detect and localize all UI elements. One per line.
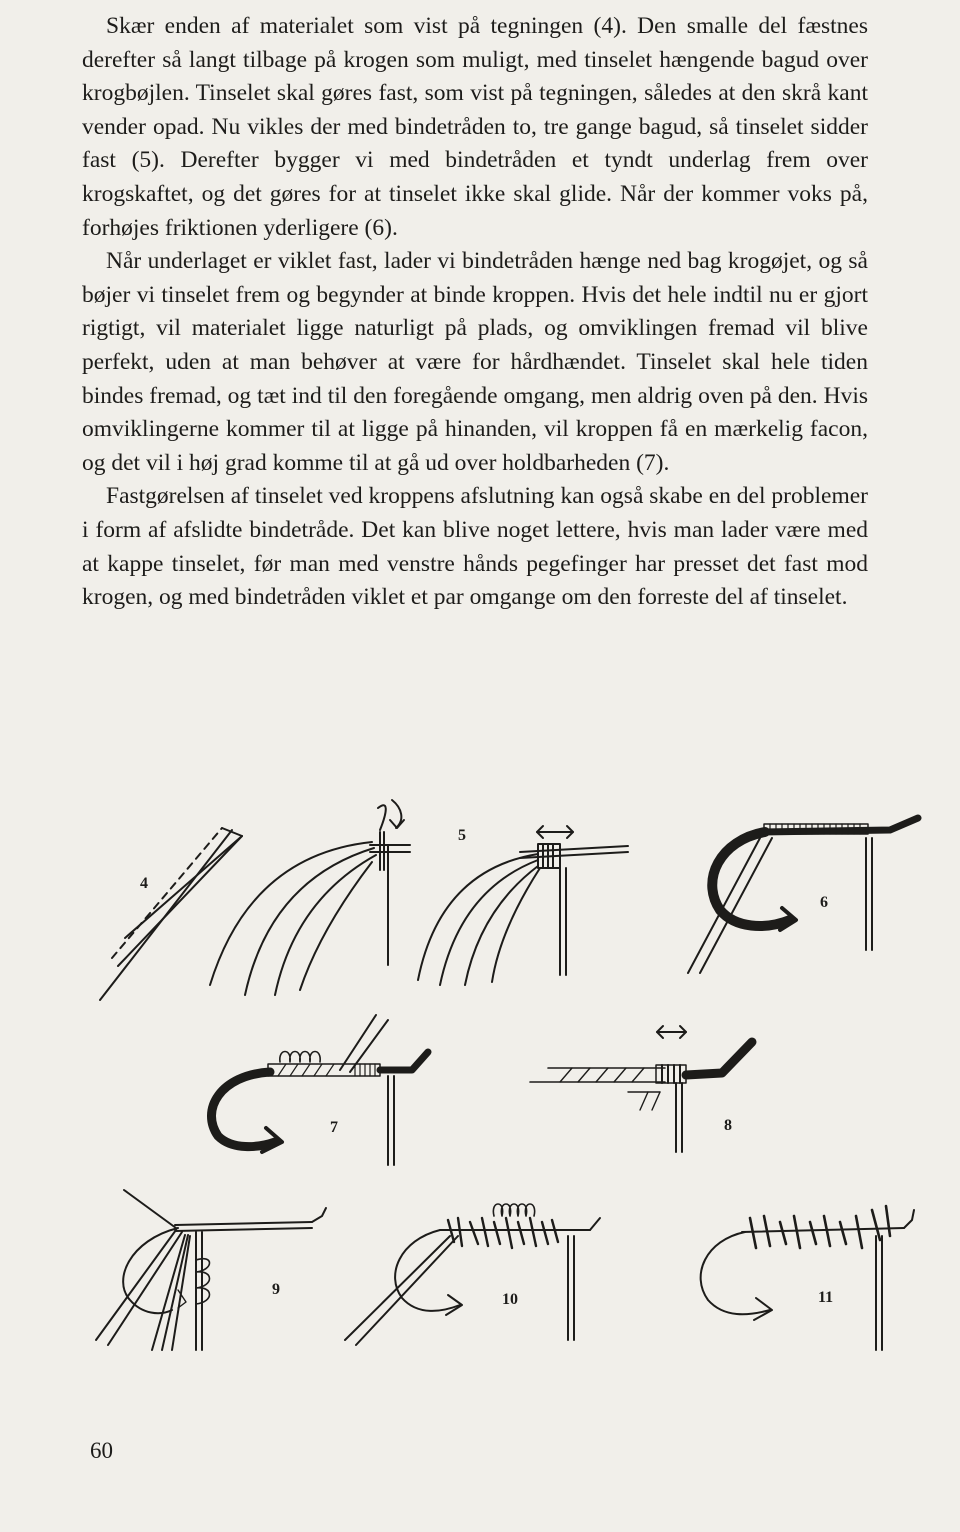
figure-6-drawing xyxy=(688,818,918,973)
figure-10-drawing xyxy=(345,1204,600,1345)
paragraph-1: Skær enden af materialet som vist på tegningen (4). Den smalle del fæstnes derefter så langt tilbage på krogen som muligt, med tinselet hængende bagud over krogbøjlen. Tinselet skal gøres fast, som vist på tegningen, således at den skrå kant vender opad. Nu vikles der med bindetråden to, tre gange bagud, så tinselet sidder fast (5). Derefter bygger vi med bindetråden et tyndt underlag frem over krogskaftet, og det gøres for at tinselet ikke skal glide. Når der kommer voks på, forhøjes friktionen yderligere (6). xyxy=(82,13,868,241)
figure-8-number: 8 xyxy=(724,1117,732,1134)
figure-11-number: 11 xyxy=(818,1289,834,1306)
illustration-canvas xyxy=(0,770,960,1370)
figure-7-drawing xyxy=(211,1015,428,1165)
figure-7-number: 7 xyxy=(330,1119,338,1136)
figure-4b-drawing xyxy=(210,800,410,995)
figure-11-drawing xyxy=(701,1206,914,1350)
figure-10-number: 10 xyxy=(502,1291,518,1308)
body-text xyxy=(82,10,868,615)
page-number: 60 xyxy=(90,1438,113,1463)
figure-5-number: 5 xyxy=(458,827,466,844)
figure-5-drawing xyxy=(418,826,628,985)
figure-8-drawing xyxy=(530,1026,752,1152)
paragraph-3: Fastgørelsen af tinselet ved kroppens afslutning kan også skabe en del problemer i form af afslidte bindetråde. Det kan blive noget lettere, hvis man lader være med at kappe tinselet, før man med venstre hånds pegefinger har presset det fast mod krogen, og med bindetråden viklet et par omgange om den forreste del af tinselet. xyxy=(82,483,868,611)
figure-4-number: 4 xyxy=(140,875,148,892)
fly-tying-illustrations xyxy=(0,770,960,1370)
figure-9-drawing xyxy=(96,1190,326,1350)
figure-9-number: 9 xyxy=(272,1281,280,1298)
paragraph-2: Når underlaget er viklet fast, lader vi bindetråden hænge ned bag krogøjet, og så bøjer vi tinselet frem og begynder at binde kroppen. Hvis det hele indtil nu er gjort rigtigt, vil materialet ligge naturligt på plads, og omviklingen fremad vil blive perfekt, uden at man behøver at være for hårdhændet. Tinselet skal hele tiden bindes fremad, og tæt ind til den foregående omgang, men aldrig oven på den. Hvis omviklingerne kommer til at ligge på hinanden, vil kroppen få en mærkelig facon, og det vil i høj grad komme til at gå ud over holdbarheden (7). xyxy=(82,248,868,476)
figure-6-number: 6 xyxy=(820,894,828,911)
figure-4-drawing xyxy=(100,828,242,1000)
